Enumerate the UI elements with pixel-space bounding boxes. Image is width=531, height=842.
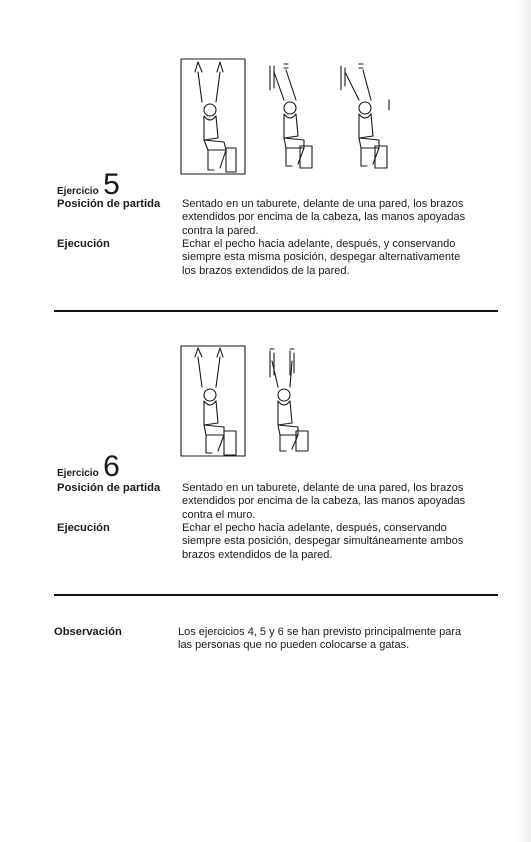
text-line: Echar el pecho hacia adelante, después, y conservando — [182, 238, 456, 250]
text-line: Sentado en un taburete, delante de una pared, los brazos — [182, 482, 464, 494]
exercise-5-exec-text — [182, 238, 499, 278]
text-line: contra la pared. — [182, 224, 259, 237]
text-line: extendidos por encima de la cabeza, las manos apoyadas — [182, 495, 466, 508]
exercise-word: Ejercicio — [57, 468, 99, 479]
section-divider-2 — [54, 594, 498, 596]
section-divider-1 — [54, 310, 498, 312]
exercise-number: 5 — [103, 168, 120, 201]
exercise-6-start-text — [182, 482, 499, 522]
text-line: los brazos extendidos de la pared. — [182, 264, 350, 277]
observation-label: Observación — [54, 626, 122, 638]
text-line: siempre esta misma posición, despegar alternativamente — [182, 251, 461, 264]
exercise-6-heading — [57, 452, 120, 482]
text-line: contra el muro. — [182, 508, 256, 521]
observation-text — [178, 626, 500, 653]
text-line: siempre esta posición, despegar simultáneamente ambos — [182, 535, 464, 548]
exercise-number: 6 — [103, 450, 120, 483]
exercise-5-start-label: Posición de partida — [57, 198, 161, 210]
text-line: brazos extendidos de la pared. — [182, 548, 333, 561]
exercise-5-illustration-2 — [260, 60, 320, 170]
exercise-6-illustration-1 — [180, 345, 246, 457]
exercise-5-exec-label: Ejecución — [57, 238, 110, 250]
text-line: Echar el pecho hacia adelante, después, conservando — [182, 522, 447, 534]
exercise-6-exec-text — [182, 522, 499, 562]
text-line: Sentado en un taburete, delante de una pared, los brazos — [182, 198, 464, 210]
exercise-5-illustration-1 — [180, 58, 246, 176]
exercise-6-illustration-2 — [262, 347, 324, 453]
text-line: las personas que no pueden colocarse a gatas. — [178, 639, 410, 652]
exercise-5-start-text — [182, 198, 499, 238]
exercise-5-heading — [57, 170, 120, 200]
text-line: Los ejercicios 4, 5 y 6 se han previsto principalmente para — [178, 626, 462, 638]
page-edge-shadow — [517, 0, 531, 842]
exercise-5-illustration-3 — [333, 60, 395, 170]
exercise-6-start-label: Posición de partida — [57, 482, 161, 494]
exercise-6-exec-label: Ejecución — [57, 522, 110, 534]
text-line: extendidos por encima de la cabeza, las manos apoyadas — [182, 211, 466, 224]
exercise-word: Ejercicio — [57, 186, 99, 197]
